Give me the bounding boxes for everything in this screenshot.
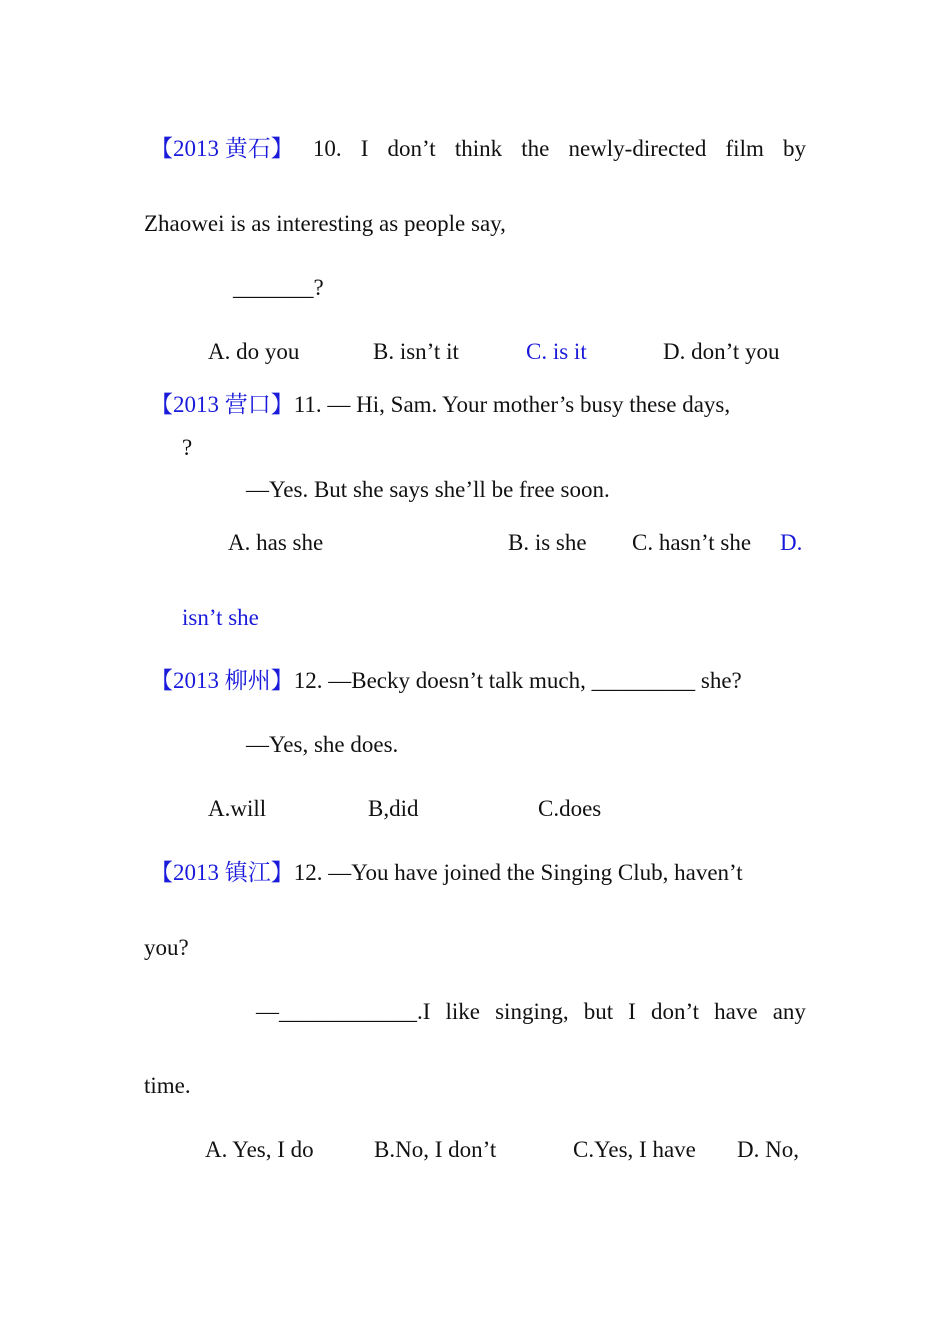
- q3-source: 【2013 柳州】: [150, 668, 294, 693]
- q4-reply-word: I: [628, 999, 636, 1024]
- q2-option-d-answer: D.: [780, 530, 803, 555]
- q1-blank: _______?: [233, 275, 324, 300]
- q3-option-b: B,did: [368, 796, 419, 821]
- q4-option-d: D. No,: [737, 1137, 799, 1162]
- q3-option-a: A.will: [208, 796, 267, 821]
- q4-reply-line1: [256, 997, 806, 1027]
- q1-word: think: [454, 136, 503, 161]
- q3-stem-text: 12. —Becky doesn’t talk much, _________ she?: [293, 668, 742, 693]
- q2-source: 【2013 营口】: [150, 392, 294, 417]
- q2-reply: —Yes. But she says she’ll be free soon.: [246, 477, 610, 502]
- q3-option-c: C.does: [538, 796, 602, 821]
- q2-stem-line2: ?: [182, 435, 193, 460]
- q4-reply-word: —____________.I: [256, 999, 431, 1024]
- q2-option-b: B. is she: [508, 530, 587, 555]
- q1-source: 【2013 黄石】: [150, 136, 294, 161]
- q1-word: don’t: [387, 136, 436, 161]
- q4-reply-word: like: [445, 999, 481, 1024]
- q1-option-c-answer: C. is it: [526, 339, 587, 364]
- q2-stem-line1: [150, 390, 730, 420]
- q1-word: 10.: [312, 136, 342, 161]
- q4-source: 【2013 镇江】: [150, 860, 294, 885]
- q4-reply-word: but: [583, 999, 614, 1024]
- q1-option-a: A. do you: [208, 339, 300, 364]
- q4-option-b: B.No, I don’t: [374, 1137, 497, 1162]
- q4-option-c: C.Yes, I have: [573, 1137, 696, 1162]
- q2-option-a: A. has she: [228, 530, 324, 555]
- q4-stem-line1: [150, 858, 743, 888]
- q1-word: newly-directed: [568, 136, 707, 161]
- q2-option-c: C. hasn’t she: [632, 530, 752, 555]
- q4-reply-line2: time.: [144, 1073, 191, 1098]
- q3-stem-line1: [150, 666, 742, 696]
- q1-option-d: D. don’t you: [663, 339, 780, 364]
- q3-reply: —Yes, she does.: [246, 732, 399, 757]
- q4-stem-line2: you?: [144, 935, 189, 960]
- q1-word: film: [725, 136, 764, 161]
- q1-word: I: [360, 136, 369, 161]
- q1-word: the: [521, 136, 550, 161]
- q2-answer-continuation: isn’t she: [182, 605, 259, 630]
- q4-reply-word: have: [714, 999, 758, 1024]
- q4-reply-word: any: [772, 999, 806, 1024]
- q1-word: by: [782, 136, 806, 161]
- q1-stem-line2: Zhaowei is as interesting as people say,: [144, 211, 506, 236]
- q1-option-b: B. isn’t it: [373, 339, 459, 364]
- q1-stem-line1: [150, 134, 806, 164]
- q4-stem-text: 12. —You have joined the Singing Club, haven’t: [293, 860, 743, 885]
- q2-stem-text: 11. — Hi, Sam. Your mother’s busy these days,: [293, 392, 731, 417]
- q4-reply-word: don’t: [650, 999, 700, 1024]
- q4-reply-word: singing,: [495, 999, 569, 1024]
- q4-option-a: A. Yes, I do: [205, 1137, 314, 1162]
